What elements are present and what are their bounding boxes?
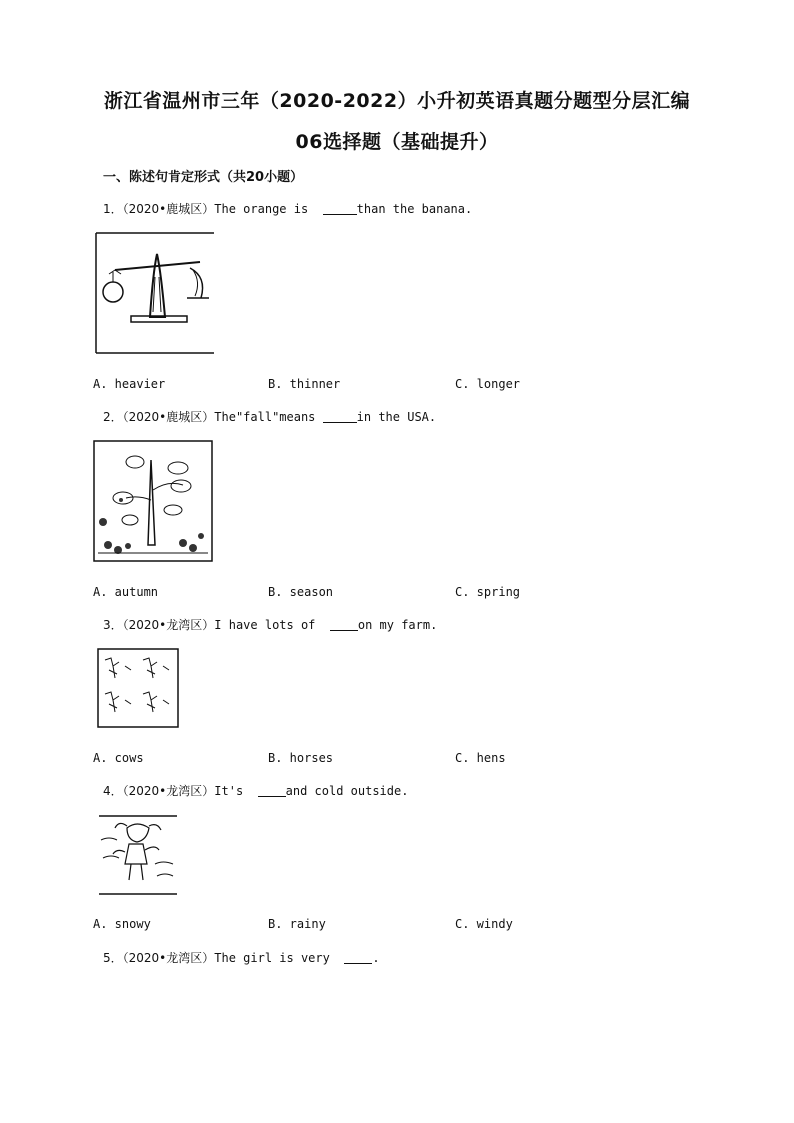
q4-option-b: B. rainy — [268, 917, 326, 931]
q2-option-c: C. spring — [455, 585, 521, 599]
question-5: 5．（2020•龙湾区）The girl is very . — [103, 951, 380, 965]
q1-option-a: A. heavier — [93, 377, 166, 391]
answer-blank — [323, 410, 357, 423]
tree-leaves-icon — [93, 440, 213, 562]
q2-option-a: A. autumn — [93, 585, 159, 599]
q3-option-b: B. horses — [268, 751, 334, 765]
q4-option-c: C. windy — [455, 917, 513, 931]
q1-option-c: C. longer — [455, 377, 521, 391]
question-2: 2．（2020•鹿城区）The"fall"means in the USA. — [103, 410, 437, 424]
answer-blank — [344, 951, 372, 964]
question-4: 4．（2020•龙湾区）It's and cold outside. — [103, 784, 409, 798]
answer-blank — [330, 618, 358, 631]
question-3: 3．（2020•龙湾区）I have lots of on my farm. — [103, 618, 438, 632]
answer-blank — [323, 202, 357, 215]
q2-option-b: B. season — [268, 585, 334, 599]
document-title-line-2: 06选择题（基础提升） — [295, 131, 499, 153]
q4-option-a: A. snowy — [93, 917, 151, 931]
q3-option-a: A. cows — [93, 751, 144, 765]
section-heading: 一、陈述句肯定形式（共20小题） — [103, 170, 304, 185]
document-title-line-1: 浙江省温州市三年（2020-2022）小升初英语真题分题型分层汇编 — [103, 90, 691, 112]
windy-girl-icon — [97, 814, 179, 896]
birds-icon — [97, 648, 179, 728]
q1-option-b: B. thinner — [268, 377, 341, 391]
answer-blank — [258, 784, 286, 797]
q3-option-c: C. hens — [455, 751, 506, 765]
scale-icon — [95, 232, 215, 354]
question-1: 1．（2020•鹿城区）The orange is than the banana. — [103, 202, 473, 216]
